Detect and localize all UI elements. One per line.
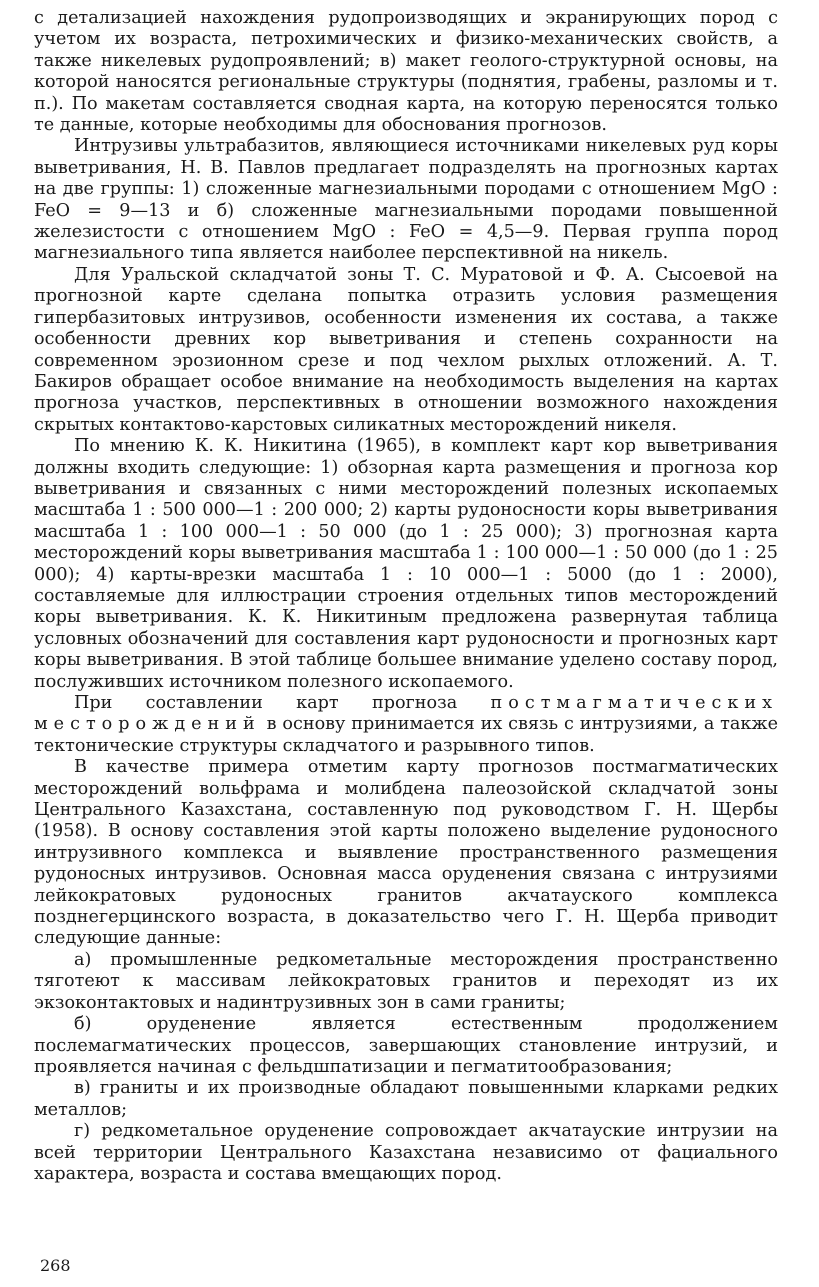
- list-item-b: б) оруденение является естественным продолжением послемагматических процессов, завершающих становление интрузий, и проявляется начиная с фельдшпатизации и пегматитообразования;: [34, 1014, 778, 1077]
- list-item-a: а) промышленные редкометальные месторождения пространственно тяготеют к массивам лейкократовых гранитов и переходят из их экзоконтактовых и надинтрузивных зон в сами граниты;: [34, 949, 778, 1013]
- spaced-emphasis: постмагматических месторождений: [34, 693, 778, 735]
- list-item-v: в) граниты и их производные обладают повышенными кларками редких металлов;: [34, 1078, 778, 1120]
- paragraph-5-end: в основу принимается их связь с интрузиями, а также тектонические структуры складчатого и разрывного типов.: [34, 714, 778, 756]
- list-item-g: г) редкометальное оруденение сопровождает акчатауские интрузии на всей территории Центрального Казахстана независимо от фациального характера, возраста и состава вмещающих пород.: [34, 1121, 778, 1184]
- paragraph-3: Для Уральской складчатой зоны Т. С. Муратовой и Ф. А. Сысоевой на прогнозной карте сделана попытка отразить условия размещения гипербазитовых интрузивов, особенности изменения их состава, а также особенности древних кор выветривания и степень сохранности на современном эрозионном срезе и под чехлом рыхлых отложений. А. Т. Бакиров обращает особое внимание на необходимость выделения на картах прогноза участков, перспективных в отношении возможного нахождения скрытых контактово-карстовых силикатных месторождений никеля.: [34, 264, 778, 435]
- paragraph-5-start: При составлении карт прогноза: [74, 693, 491, 713]
- page-number: 268: [40, 1256, 71, 1275]
- paragraph-6: В качестве примера отметим карту прогнозов постмагматических месторождений вольфрама и молибдена палеозойской складчатой зоны Центрального Казахстана, составленную под руководством Г. Н. Щербы (1958). В основу составления этой карты положено выделение рудоносного интрузивного комплекса и выявление пространственного размещения рудоносных интрузивов. Основная масса оруденения связана с интрузиями лейкократовых рудоносных гранитов акчатауского комплекса позднегерцинского возраста, в доказательство чего Г. Н. Щерба приводит следующие данные:: [34, 757, 778, 949]
- paragraph-1: с детализацией нахождения рудопроизводящих и экранирующих пород с учетом их возраста, петрохимических и физико-механических свойств, а также никелевых рудопроявлений; в) макет геолого-структурной основы, на которой наносятся региональные структуры (поднятия, грабены, разломы и т. п.). По макетам составляется сводная карта, на которую переносятся только те данные, которые необходимы для обоснования прогнозов.: [34, 8, 778, 136]
- paragraph-2: Интрузивы ультрабазитов, являющиеся источниками никелевых руд коры выветривания, Н. В. Павлов предлагает подразделять на прогнозных картах на две группы: 1) сложенные магнезиальными породами с отношением MgO : FeO = 9—13 и б) сложенные магнезиальными породами повышенной железистости с отношением MgO : FeO = 4,5—9. Первая группа пород магнезиального типа является наиболее перспективной на никель.: [34, 136, 778, 264]
- paragraph-5: [34, 693, 778, 757]
- paragraph-4: По мнению К. К. Никитина (1965), в комплект карт кор выветривания должны входить следующие: 1) обзорная карта размещения и прогноза кор выветривания и связанных с ними месторождений полезных ископаемых масштаба 1 : 500 000—1 : 200 000; 2) карты рудоносности коры выветривания масштаба 1 : 100 000—1 : 50 000 (до 1 : 25 000); 3) прогнозная карта месторождений коры выветривания масштаба 1 : 100 000—1 : 50 000 (до 1 : 25 000); 4) карты-врезки масштаба 1 : 10 000—1 : 5000 (до 1 : 2000), составляемые для иллюстрации строения отдельных типов месторождений коры выветривания. К. К. Никитиным предложена развернутая таблица условных обозначений для составления карт рудоносности и прогнозных карт коры выветривания. В этой таблице большее внимание уделено составу пород, послуживших источником полезного ископаемого.: [34, 436, 778, 692]
- page-body: [34, 8, 778, 1185]
